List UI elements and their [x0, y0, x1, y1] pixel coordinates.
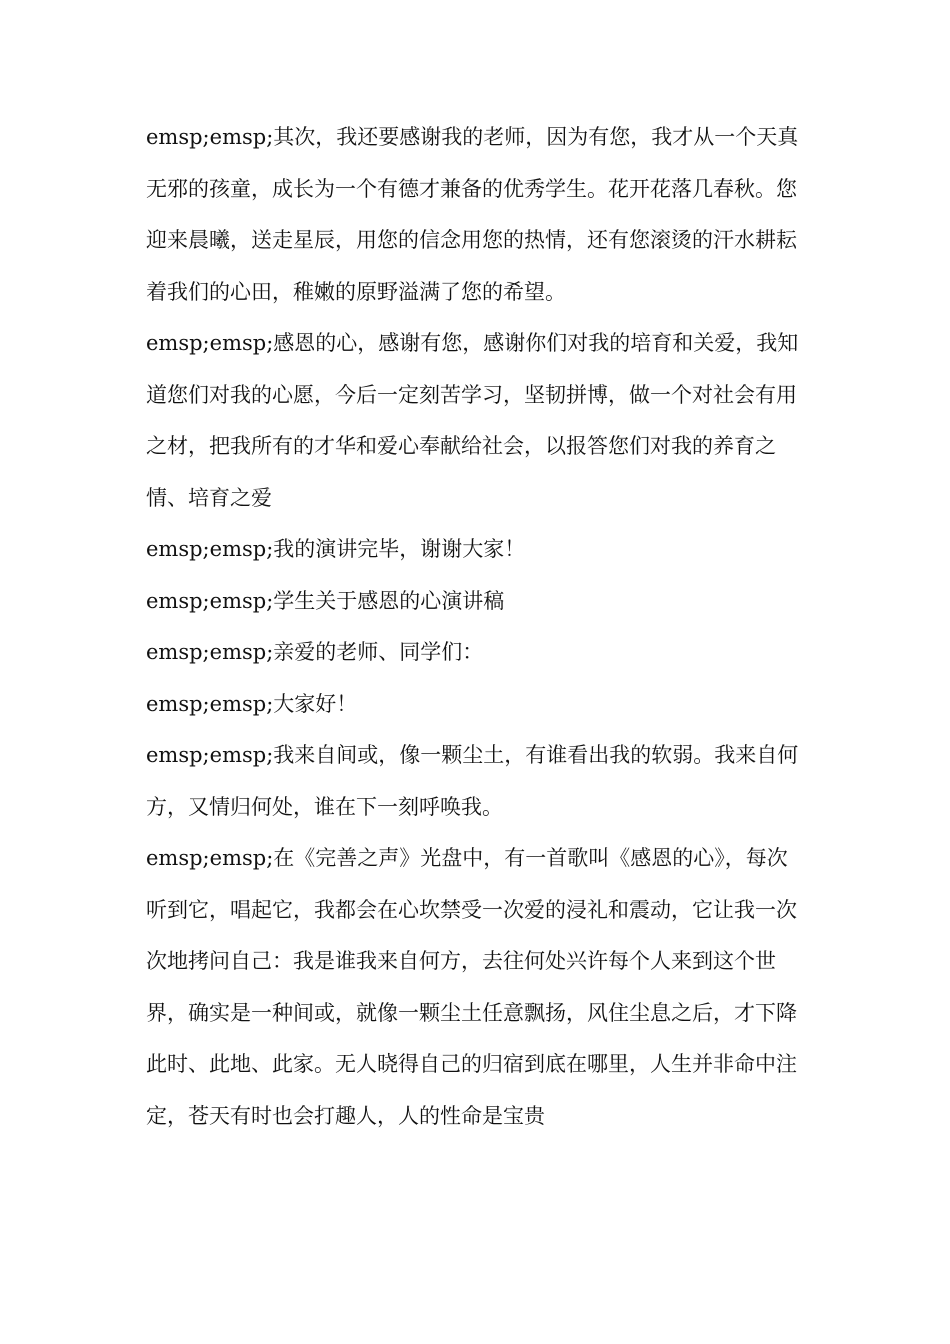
- paragraph-5: emsp;emsp;亲爱的老师、同学们：: [146, 640, 484, 664]
- paragraph-2: emsp;emsp;感恩的心，感谢有您，感谢你们对我的培育和关爱，我知道您们对我的心愿，今后一定刻苦学习，坚韧拼博，做一个对社会有用之材，把我所有的才华和爱心奉献给社会，以报答您们对我的养育之情、培育之爱: [146, 331, 799, 510]
- paragraph-7: emsp;emsp;我来自间或，像一颗尘土，有谁看出我的软弱。我来自何方，又情归何处，谁在下一刻呼唤我。: [146, 743, 799, 819]
- paragraph-3: emsp;emsp;我的演讲完毕，谢谢大家！: [146, 537, 526, 561]
- paragraph-6: emsp;emsp;大家好！: [146, 691, 358, 716]
- paragraph-8: emsp;emsp;在《完善之声》光盘中，有一首歌叫《感恩的心》，每次听到它，唱起它，我都会在心坎禁受一次爱的浸礼和震动，它让我一次次地拷问自己：我是谁我来自何方，去往何处兴许每个人来到这个世界，确实是一种间或，就像一颗尘土任意飘扬，风住尘息之后，才下降此时、此地、此家。无人晓得自己的归宿到底在哪里，人生并非命中注定，苍天有时也会打趣人，人的性命是宝贵: [146, 846, 797, 1128]
- document-body: [146, 112, 801, 1142]
- paragraph-4: emsp;emsp;学生关于感恩的心演讲稿: [146, 588, 505, 613]
- paragraph-1: emsp;emsp;其次，我还要感谢我的老师，因为有您，我才从一个天真无邪的孩童，成长为一个有德才兼备的优秀学生。花开花落几春秋。您迎来晨曦，送走星辰，用您的信念用您的热情，还有您滚烫的汗水耕耘着我们的心田，稚嫩的原野溢满了您的希望。: [146, 125, 799, 304]
